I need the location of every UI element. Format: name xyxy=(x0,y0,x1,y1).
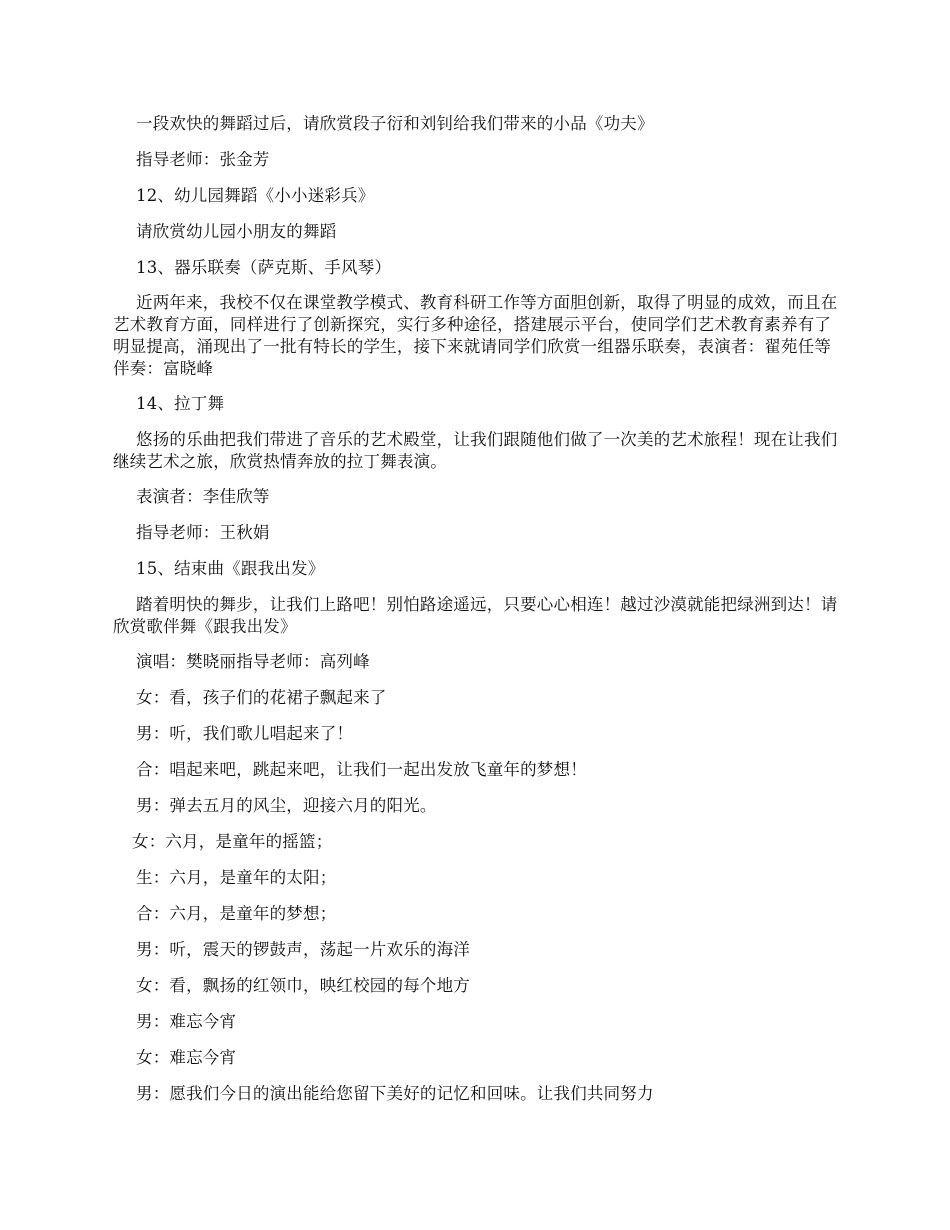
heading-item-14: 14、拉丁舞 xyxy=(136,394,225,413)
heading-item-12: 12、幼儿园舞蹈《小小迷彩兵》 xyxy=(136,186,375,205)
dialogue-line: 男：听，我们歌儿唱起来了！ xyxy=(136,724,354,743)
paragraph-item-14-performers: 表演者：李佳欣等 xyxy=(136,487,270,506)
dialogue-line: 男：难忘今宵 xyxy=(136,1012,237,1031)
dialogue-line: 女：难忘今宵 xyxy=(136,1048,237,1067)
dialogue-line: 男：听，震天的锣鼓声，荡起一片欢乐的海洋 xyxy=(136,940,470,959)
paragraph-item-14-intro: 悠扬的乐曲把我们带进了音乐的艺术殿堂，让我们跟随他们做了一次美的艺术旅程！现在让我们继续艺术之旅，欣赏热情奔放的拉丁舞表演。 xyxy=(113,430,838,471)
paragraph-sketch-teacher: 指导老师：张金芳 xyxy=(136,150,270,169)
paragraph-item-12-intro: 请欣赏幼儿园小朋友的舞蹈 xyxy=(136,222,337,241)
dialogue-line: 女：看，孩子们的花裙子飘起来了 xyxy=(136,688,387,707)
heading-item-13: 13、器乐联奏（萨克斯、手风琴） xyxy=(136,258,392,277)
paragraph-item-14-teacher: 指导老师：王秋娟 xyxy=(136,523,270,542)
dialogue-line: 女：看，飘扬的红领巾，映红校园的每个地方 xyxy=(136,976,470,995)
dialogue-line: 合：六月，是童年的梦想； xyxy=(136,904,337,923)
dialogue-line: 生：六月，是童年的太阳； xyxy=(136,868,337,887)
dialogue-line: 女：六月，是童年的摇篮； xyxy=(132,832,333,851)
dialogue-line: 男：弹去五月的风尘，迎接六月的阳光。 xyxy=(136,796,437,815)
paragraph-item-15-intro: 踏着明快的舞步，让我们上路吧！别怕路途遥远，只要心心相连！越过沙漠就能把绿洲到达！请欣赏歌伴舞《跟我出发》 xyxy=(113,595,838,636)
paragraph-item-13-intro: 近两年来，我校不仅在课堂教学模式、教育科研工作等方面胆创新，取得了明显的成效，而且在艺术教育方面，同样进行了创新探究，实行多种途径，搭建展示平台，使同学们艺术教育素养有了明显提高，涌现出了一批有特长的学生，接下来就请同学们欣赏一组器乐联奏，表演者：翟苑任等伴奏：富晓峰 xyxy=(113,293,838,378)
heading-item-15: 15、结束曲《跟我出发》 xyxy=(136,559,325,578)
dialogue-line: 合：唱起来吧，跳起来吧，让我们一起出发放飞童年的梦想！ xyxy=(136,760,587,779)
paragraph-item-15-credits: 演唱：樊晓丽指导老师：高列峰 xyxy=(136,652,370,671)
paragraph-sketch-intro: 一段欢快的舞蹈过后，请欣赏段子衍和刘钊给我们带来的小品《功夫》 xyxy=(136,114,654,133)
dialogue-line: 男：愿我们今日的演出能给您留下美好的记忆和回味。让我们共同努力 xyxy=(136,1084,654,1103)
